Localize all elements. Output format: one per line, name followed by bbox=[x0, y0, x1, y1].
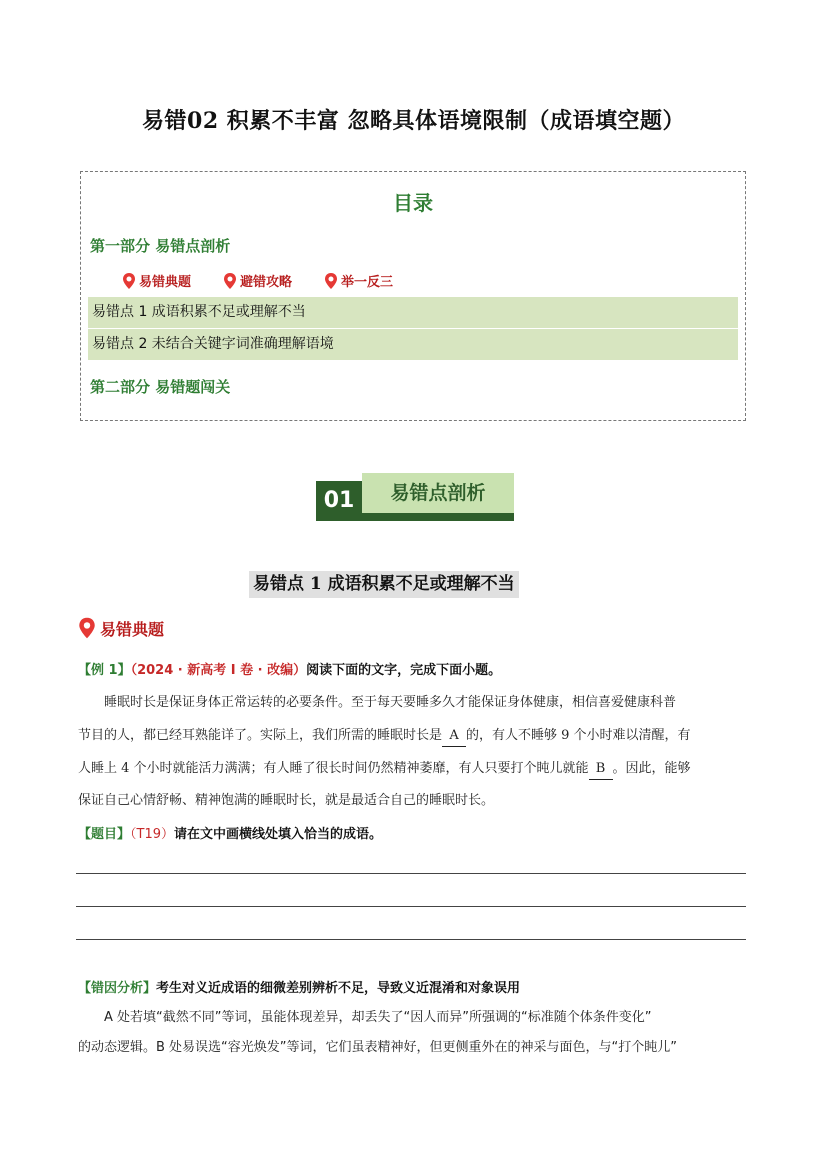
passage-line-4: 保证自己心情舒畅、精神饱满的睡眠时长，就是最适合自己的睡眠时长。 bbox=[78, 793, 495, 808]
passage-line-2 bbox=[78, 726, 750, 747]
analysis-tag: 【错因分析】 bbox=[78, 981, 157, 996]
sub-heading-label: 易错典题 bbox=[100, 619, 165, 639]
location-pin-icon bbox=[223, 272, 237, 290]
example-line bbox=[78, 659, 501, 678]
analysis-line-1: A 处若填“截然不同”等词，虽能体现差异，却丢失了“因人而异”所强调的“标准随个体条件变化” bbox=[104, 1010, 652, 1025]
banner-number: 01 bbox=[316, 481, 362, 521]
toc-part-2[interactable]: 第二部分 易错题闯关 bbox=[90, 378, 231, 396]
passage-line-3 bbox=[78, 759, 750, 780]
toc-tag[interactable] bbox=[122, 271, 191, 290]
section-banner bbox=[316, 471, 516, 521]
question-code: （T19） bbox=[130, 827, 174, 842]
passage-text: 节目的人，都已经耳熟能详了。实际上，我们所需的睡眠时长是 bbox=[78, 728, 443, 743]
passage-text: 的，有人不睡够 9 个小时难以清醒，有 bbox=[466, 728, 691, 743]
document-title: 易错02 积累不丰富 忽略具体语境限制（成语填空题） bbox=[142, 108, 685, 134]
example-instruction: 阅读下面的文字，完成下面小题。 bbox=[306, 663, 502, 678]
answer-line-2[interactable] bbox=[76, 906, 746, 907]
answer-line-1[interactable] bbox=[76, 873, 746, 874]
blank-b[interactable]: B bbox=[589, 759, 613, 780]
passage-text: 。因此，能够 bbox=[612, 761, 691, 776]
analysis-heading bbox=[78, 977, 520, 996]
analysis-summary: 考生对义近成语的细微差别辨析不足，导致义近混淆和对象误用 bbox=[156, 981, 521, 996]
toc-row-1[interactable]: 易错点 1 成语积累不足或理解不当 bbox=[88, 297, 738, 328]
toc-tag-label: 举一反三 bbox=[341, 275, 394, 290]
toc-tag[interactable] bbox=[324, 271, 393, 290]
banner-label: 易错点剖析 bbox=[362, 473, 514, 521]
blank-a[interactable]: A bbox=[442, 726, 466, 747]
answer-line-3[interactable] bbox=[76, 939, 746, 940]
analysis-line-2: 的动态逻辑。B 处易误选“容光焕发”等词，它们虽表精神好，但更侧重外在的神采与面色，与“打个盹儿” bbox=[78, 1040, 677, 1055]
toc-tag[interactable] bbox=[223, 271, 292, 290]
location-pin-icon bbox=[122, 272, 136, 290]
example-tag: 【例 1】 bbox=[78, 663, 131, 678]
question-text: 请在文中画横线处填入恰当的成语。 bbox=[174, 827, 383, 842]
passage-text: 人睡上 4 个小时就能活力满满；有人睡了很长时间仍然精神萎靡，有人只要打个盹儿就能 bbox=[78, 761, 589, 776]
toc-row-2[interactable]: 易错点 2 未结合关键字词准确理解语境 bbox=[88, 329, 738, 360]
location-pin-icon bbox=[324, 272, 338, 290]
toc-tag-label: 易错典题 bbox=[139, 275, 192, 290]
sub-heading bbox=[78, 616, 164, 640]
toc-heading: 目录 bbox=[393, 191, 433, 215]
question-tag: 【题目】 bbox=[78, 827, 131, 842]
point-heading: 易错点 1 成语积累不足或理解不当 bbox=[249, 571, 519, 598]
example-source: （2024 · 新高考 I 卷 · 改编） bbox=[130, 663, 307, 678]
toc-tag-label: 避错攻略 bbox=[240, 275, 293, 290]
toc-tags bbox=[122, 271, 393, 290]
toc-part-1[interactable]: 第一部分 易错点剖析 bbox=[90, 237, 231, 255]
question-line bbox=[78, 823, 382, 842]
passage-line-1: 睡眠时长是保证身体正常运转的必要条件。至于每天要睡多久才能保证身体健康，相信喜爱健康科普 bbox=[104, 695, 677, 710]
location-pin-icon bbox=[78, 616, 96, 640]
